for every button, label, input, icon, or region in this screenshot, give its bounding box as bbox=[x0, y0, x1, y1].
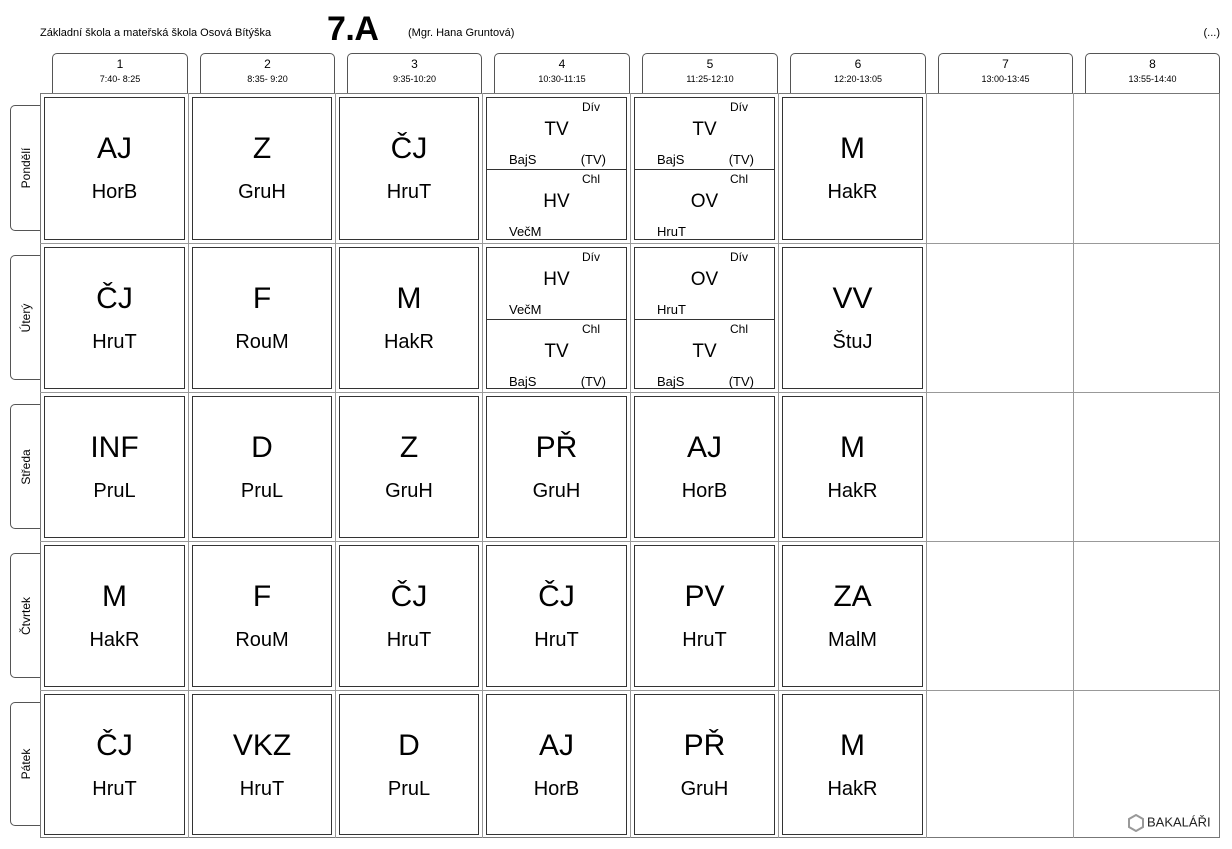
day-label: Pondělí bbox=[18, 147, 33, 189]
subject-label: ČJ bbox=[390, 580, 428, 613]
teacher-label: BajS bbox=[657, 152, 685, 167]
teacher-label: HruT bbox=[682, 629, 727, 651]
subject-label: Z bbox=[399, 431, 419, 464]
period-time: 12:20-13:05 bbox=[833, 74, 883, 84]
day-header-3 bbox=[10, 553, 40, 678]
lesson-cell[interactable] bbox=[44, 396, 185, 538]
teacher-label: MalM bbox=[828, 629, 877, 651]
group-label: Chl bbox=[581, 172, 600, 186]
group-label: Dív bbox=[582, 100, 600, 114]
grid-column-divider bbox=[335, 93, 336, 838]
lesson-cell[interactable] bbox=[339, 545, 479, 687]
subject-label: M bbox=[840, 729, 865, 762]
lesson-group-bottom[interactable] bbox=[635, 319, 774, 391]
teacher-label: RouM bbox=[235, 629, 289, 651]
lesson-cell[interactable] bbox=[782, 97, 923, 240]
subject-label: VKZ bbox=[232, 729, 292, 762]
subject-label: F bbox=[252, 282, 272, 315]
class-name: 7.A bbox=[327, 10, 379, 48]
lesson-cell[interactable] bbox=[44, 694, 185, 835]
teacher-label: BajS bbox=[657, 374, 685, 389]
subject-label: AJ bbox=[96, 132, 132, 165]
teacher-label: HakR bbox=[827, 480, 878, 502]
subject-label: M bbox=[840, 431, 865, 464]
subject-label: HV bbox=[543, 191, 570, 212]
teacher-label: ŠtuJ bbox=[832, 331, 873, 353]
teacher-label: GruH bbox=[680, 778, 729, 800]
subject-label: OV bbox=[690, 191, 719, 212]
subject-label: ČJ bbox=[538, 580, 575, 613]
lesson-cell[interactable] bbox=[486, 247, 627, 389]
period-number: 3 bbox=[411, 57, 418, 71]
room-label: (TV) bbox=[580, 152, 606, 167]
lesson-cell[interactable] bbox=[44, 97, 185, 240]
period-header-8 bbox=[1085, 53, 1220, 93]
period-header-4 bbox=[494, 53, 630, 93]
teacher-label: HruT bbox=[657, 224, 686, 239]
day-label: Úterý bbox=[18, 303, 33, 332]
group-label: Dív bbox=[730, 250, 748, 264]
teacher-label: HakR bbox=[383, 331, 434, 353]
subject-label: OV bbox=[690, 269, 719, 290]
bakalari-logo bbox=[1128, 814, 1211, 832]
teacher-label: HorB bbox=[533, 778, 580, 800]
lesson-cell[interactable] bbox=[782, 396, 923, 538]
lesson-group-bottom[interactable] bbox=[487, 319, 626, 391]
grid-column-divider bbox=[482, 93, 483, 838]
group-label: Chl bbox=[729, 322, 748, 336]
grid-row-divider bbox=[40, 541, 1220, 542]
subject-label: D bbox=[251, 431, 273, 464]
subject-label: F bbox=[252, 580, 272, 613]
day-label: Pátek bbox=[18, 748, 33, 780]
teacher-label: GruH bbox=[532, 480, 581, 502]
teacher-label: RouM bbox=[235, 331, 289, 353]
lesson-cell[interactable] bbox=[782, 694, 923, 835]
period-number: 2 bbox=[264, 57, 271, 71]
subject-label: HV bbox=[543, 269, 570, 290]
teacher-label: HruT bbox=[92, 331, 137, 353]
period-header-1 bbox=[52, 53, 188, 93]
teacher-label: HruT bbox=[239, 778, 285, 800]
subject-label: Z bbox=[252, 132, 272, 165]
period-time: 9:35-10:20 bbox=[392, 74, 437, 84]
day-header-0 bbox=[10, 105, 40, 231]
period-header-2 bbox=[200, 53, 335, 93]
teacher-label: HorB bbox=[91, 181, 138, 203]
lesson-cell[interactable] bbox=[782, 247, 923, 389]
lesson-cell[interactable] bbox=[339, 396, 479, 538]
school-name: Základní škola a mateřská škola Osová Bítýška bbox=[40, 27, 272, 39]
subject-label: M bbox=[396, 282, 422, 315]
period-header-5 bbox=[642, 53, 778, 93]
grid-column-divider bbox=[1073, 93, 1074, 838]
teacher-label: BajS bbox=[509, 152, 537, 167]
period-number: 1 bbox=[116, 57, 124, 71]
period-time: 10:30-11:15 bbox=[538, 74, 586, 84]
period-time: 13:00-13:45 bbox=[981, 74, 1030, 84]
period-header-3 bbox=[347, 53, 482, 93]
teacher-label: HruT bbox=[386, 181, 432, 203]
lesson-cell[interactable] bbox=[44, 545, 185, 687]
lesson-cell[interactable] bbox=[782, 545, 923, 687]
lesson-cell[interactable] bbox=[192, 694, 332, 835]
group-label: Chl bbox=[581, 322, 600, 336]
teacher-label: HakR bbox=[827, 181, 878, 203]
teacher-label: PruL bbox=[387, 778, 431, 800]
grid-row-divider bbox=[40, 690, 1220, 691]
lesson-cell[interactable] bbox=[634, 694, 775, 835]
subject-label: PŘ bbox=[683, 729, 726, 762]
more-link[interactable]: (...) bbox=[1203, 27, 1220, 39]
period-time: 7:40- 8:25 bbox=[99, 74, 141, 84]
teacher-label: HorB bbox=[681, 480, 728, 502]
period-number: 6 bbox=[854, 57, 862, 71]
lesson-cell[interactable] bbox=[634, 396, 775, 538]
teacher-label: HruT bbox=[657, 302, 686, 317]
teacher-label: PruL bbox=[240, 480, 284, 502]
subject-label: ZA bbox=[833, 580, 872, 613]
period-number: 8 bbox=[1149, 57, 1156, 71]
subject-label: PV bbox=[684, 580, 725, 613]
grid-column-divider bbox=[188, 93, 189, 838]
grid-row-divider bbox=[40, 243, 1220, 244]
lesson-group-top[interactable] bbox=[487, 248, 626, 319]
period-number: 5 bbox=[706, 57, 714, 71]
subject-label: VV bbox=[832, 282, 873, 315]
subject-label: AJ bbox=[686, 431, 722, 464]
day-header-4 bbox=[10, 702, 40, 826]
lesson-cell[interactable] bbox=[192, 247, 332, 389]
lesson-cell[interactable] bbox=[339, 97, 479, 240]
teacher-label: GruH bbox=[385, 480, 433, 502]
subject-label: M bbox=[102, 580, 127, 613]
day-header-1 bbox=[10, 255, 40, 380]
grid-column-divider bbox=[926, 93, 927, 838]
logo-text: BAKALÁŘI bbox=[1147, 814, 1211, 830]
lesson-group-top[interactable] bbox=[635, 248, 774, 319]
subject-label: INF bbox=[90, 431, 139, 464]
grid-row-divider bbox=[40, 392, 1220, 393]
class-teacher: (Mgr. Hana Gruntová) bbox=[408, 27, 515, 39]
room-label: (TV) bbox=[728, 152, 754, 167]
lesson-cell[interactable] bbox=[339, 247, 479, 389]
lesson-cell[interactable] bbox=[192, 97, 332, 240]
hexagon-logo-icon bbox=[1128, 814, 1144, 832]
subject-label: ČJ bbox=[96, 729, 133, 762]
lesson-group-bottom[interactable] bbox=[635, 169, 774, 241]
period-time: 11:25-12:10 bbox=[686, 74, 734, 84]
teacher-label: HakR bbox=[89, 629, 140, 651]
teacher-label: HruT bbox=[92, 778, 137, 800]
subject-label: PŘ bbox=[535, 431, 578, 464]
lesson-cell[interactable] bbox=[634, 247, 775, 389]
subject-label: AJ bbox=[538, 729, 574, 762]
grid-column-divider bbox=[630, 93, 631, 838]
room-label: (TV) bbox=[580, 374, 606, 389]
teacher-label: VečM bbox=[509, 224, 542, 239]
teacher-label: HruT bbox=[534, 629, 579, 651]
period-header-7 bbox=[938, 53, 1073, 93]
subject-label: TV bbox=[692, 119, 717, 140]
subject-label: TV bbox=[692, 341, 717, 362]
lesson-cell[interactable] bbox=[486, 97, 627, 240]
lesson-cell[interactable] bbox=[486, 545, 627, 687]
lesson-group-top[interactable] bbox=[487, 98, 626, 169]
teacher-label: HakR bbox=[827, 778, 878, 800]
period-header-6 bbox=[790, 53, 926, 93]
teacher-label: HruT bbox=[386, 629, 432, 651]
subject-label: M bbox=[840, 132, 865, 165]
teacher-label: PruL bbox=[93, 480, 136, 502]
group-label: Dív bbox=[730, 100, 748, 114]
lesson-cell[interactable] bbox=[44, 247, 185, 389]
period-time: 13:55-14:40 bbox=[1128, 74, 1177, 84]
day-label: Středa bbox=[18, 448, 33, 485]
day-header-2 bbox=[10, 404, 40, 529]
subject-label: ČJ bbox=[390, 132, 428, 165]
group-label: Dív bbox=[582, 250, 600, 264]
grid-column-divider bbox=[778, 93, 779, 838]
period-number: 4 bbox=[558, 57, 566, 71]
subject-label: ČJ bbox=[96, 282, 133, 315]
teacher-label: BajS bbox=[509, 374, 537, 389]
teacher-label: GruH bbox=[238, 181, 286, 203]
subject-label: TV bbox=[544, 119, 569, 140]
period-number: 7 bbox=[1002, 57, 1009, 71]
subject-label: D bbox=[398, 729, 420, 762]
period-time: 8:35- 9:20 bbox=[247, 74, 288, 84]
group-label: Chl bbox=[729, 172, 748, 186]
lesson-cell[interactable] bbox=[634, 97, 775, 240]
lesson-group-top[interactable] bbox=[635, 98, 774, 169]
lesson-cell[interactable] bbox=[192, 396, 332, 538]
room-label: (TV) bbox=[728, 374, 754, 389]
lesson-cell[interactable] bbox=[486, 396, 627, 538]
subject-label: TV bbox=[544, 341, 569, 362]
teacher-label: VečM bbox=[509, 302, 542, 317]
day-label: Čtvrtek bbox=[18, 596, 33, 635]
lesson-cell[interactable] bbox=[192, 545, 332, 687]
lesson-cell[interactable] bbox=[486, 694, 627, 835]
lesson-cell[interactable] bbox=[339, 694, 479, 835]
lesson-cell[interactable] bbox=[634, 545, 775, 687]
lesson-group-bottom[interactable] bbox=[487, 169, 626, 241]
